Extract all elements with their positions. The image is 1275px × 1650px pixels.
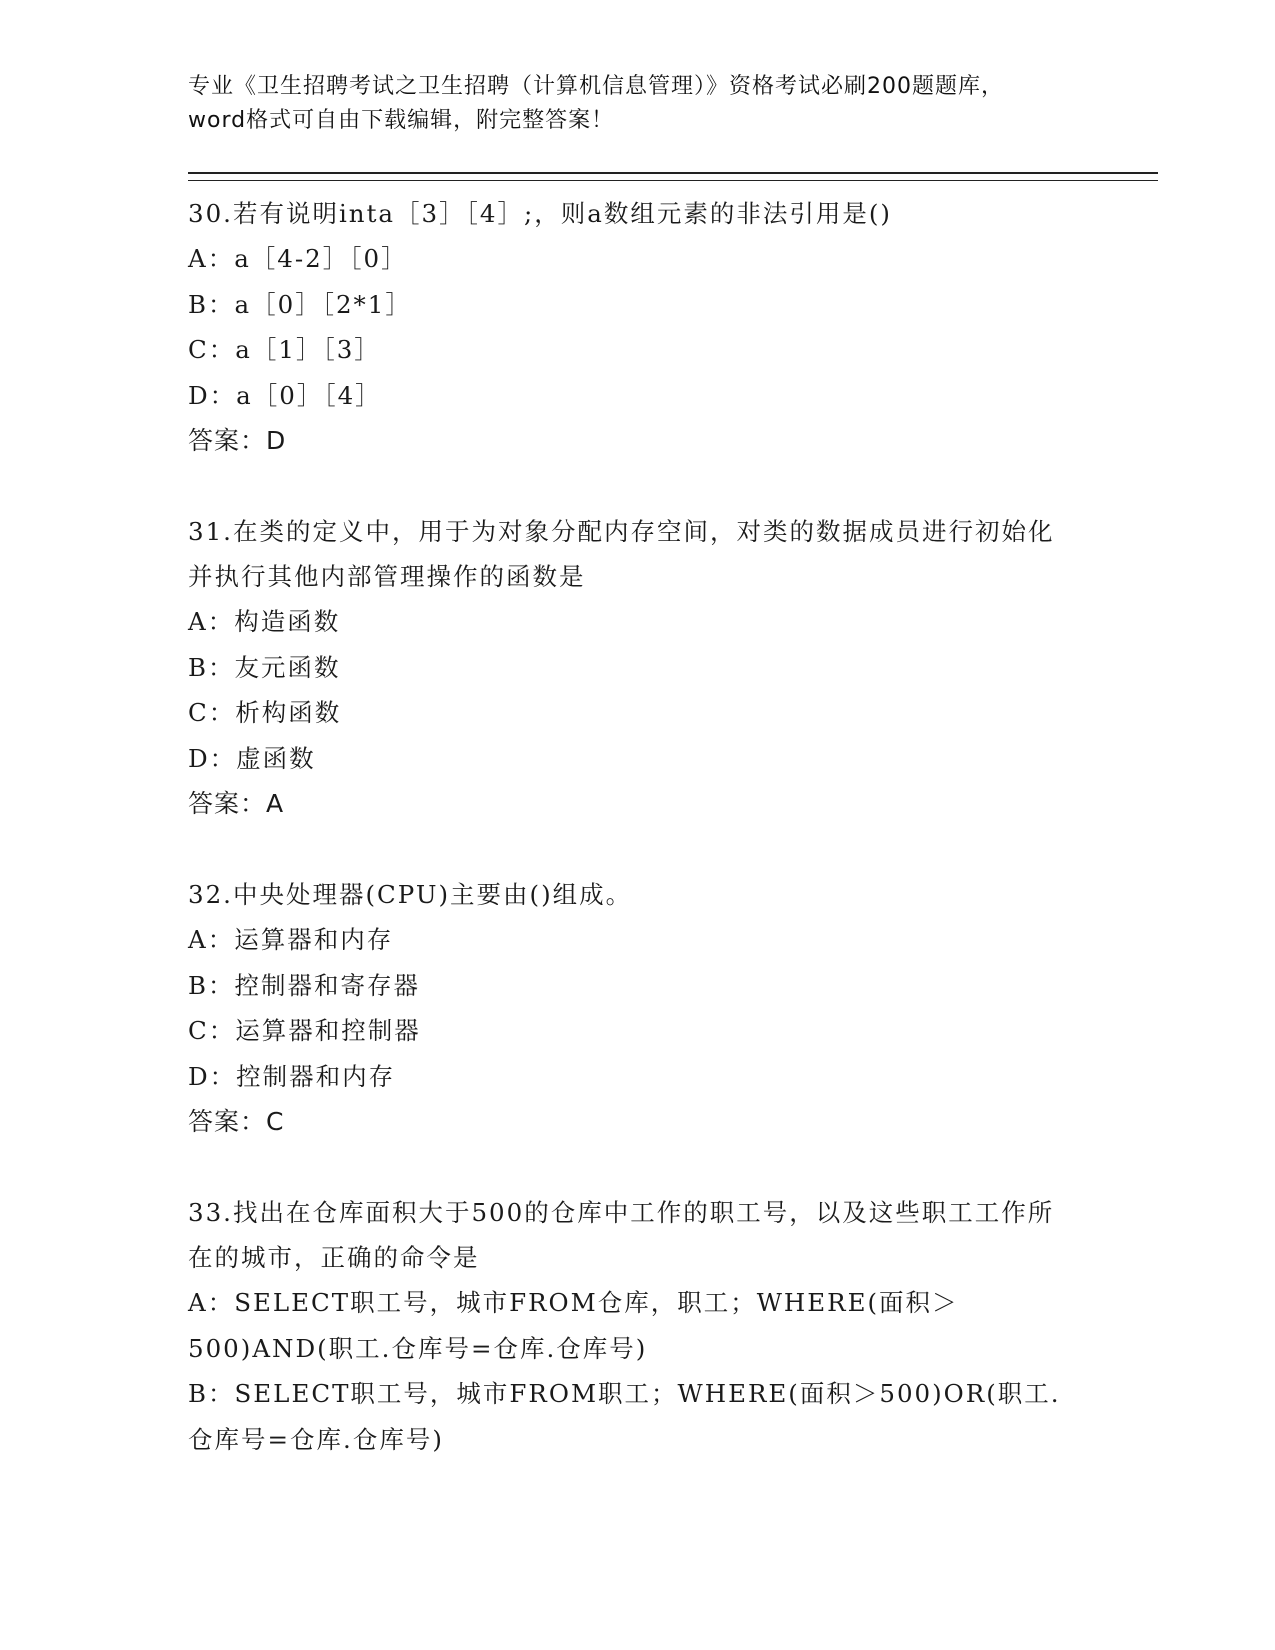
answer: 答案：D xyxy=(188,426,287,455)
question-text: 32.中央处理器(CPU)主要由()组成。 xyxy=(188,880,633,909)
option-c: C：a［1］［3］ xyxy=(188,335,381,364)
answer: 答案：C xyxy=(188,1107,285,1136)
header-line-1: 专业《卫生招聘考试之卫生招聘（计算机信息管理）》资格考试必刷200题题库， xyxy=(188,74,1004,99)
question-text: 31.在类的定义中，用于为对象分配内存空间，对类的数据成员进行初始化并执行其他内部管理操作的函数是 xyxy=(188,517,1055,591)
question-text: 33.找出在仓库面积大于500的仓库中工作的职工号，以及这些职工工作所在的城市，正确的命令是 xyxy=(188,1198,1055,1272)
option-c: C：析构函数 xyxy=(188,698,342,727)
option-b: B：SELECT职工号，城市FROM职工；WHERE(面积＞500)OR(职工.仓库号=仓库.仓库号) xyxy=(188,1379,1061,1454)
option-a: A：构造函数 xyxy=(188,607,341,636)
question-33 xyxy=(188,1190,1158,1462)
option-b: B：控制器和寄存器 xyxy=(188,970,421,1000)
option-c: C：运算器和控制器 xyxy=(188,1016,421,1045)
header-line-2: word格式可自由下载编辑，附完整答案！ xyxy=(188,108,615,133)
question-32 xyxy=(188,872,1158,1145)
document-page xyxy=(188,70,1158,1462)
question-31 xyxy=(188,509,1158,827)
answer: 答案：A xyxy=(188,789,285,818)
question-text: 30.若有说明inta［3］［4］;，则a数组元素的非法引用是() xyxy=(188,199,892,228)
option-d: D：控制器和内存 xyxy=(188,1061,396,1091)
option-b: B：a［0］［2*1］ xyxy=(188,289,412,319)
option-b: B：友元函数 xyxy=(188,652,341,682)
header-divider xyxy=(188,172,1158,181)
option-d: D：a［0］［4］ xyxy=(188,380,382,410)
option-a: A：SELECT职工号，城市FROM仓库，职工；WHERE(面积＞500)AND(职工.仓库号=仓库.仓库号) xyxy=(188,1288,959,1363)
document-header xyxy=(188,70,1158,138)
question-30 xyxy=(188,191,1158,464)
option-d: D：虚函数 xyxy=(188,743,316,773)
option-a: A：a［4-2］［0］ xyxy=(188,244,408,273)
option-a: A：运算器和内存 xyxy=(188,925,394,954)
